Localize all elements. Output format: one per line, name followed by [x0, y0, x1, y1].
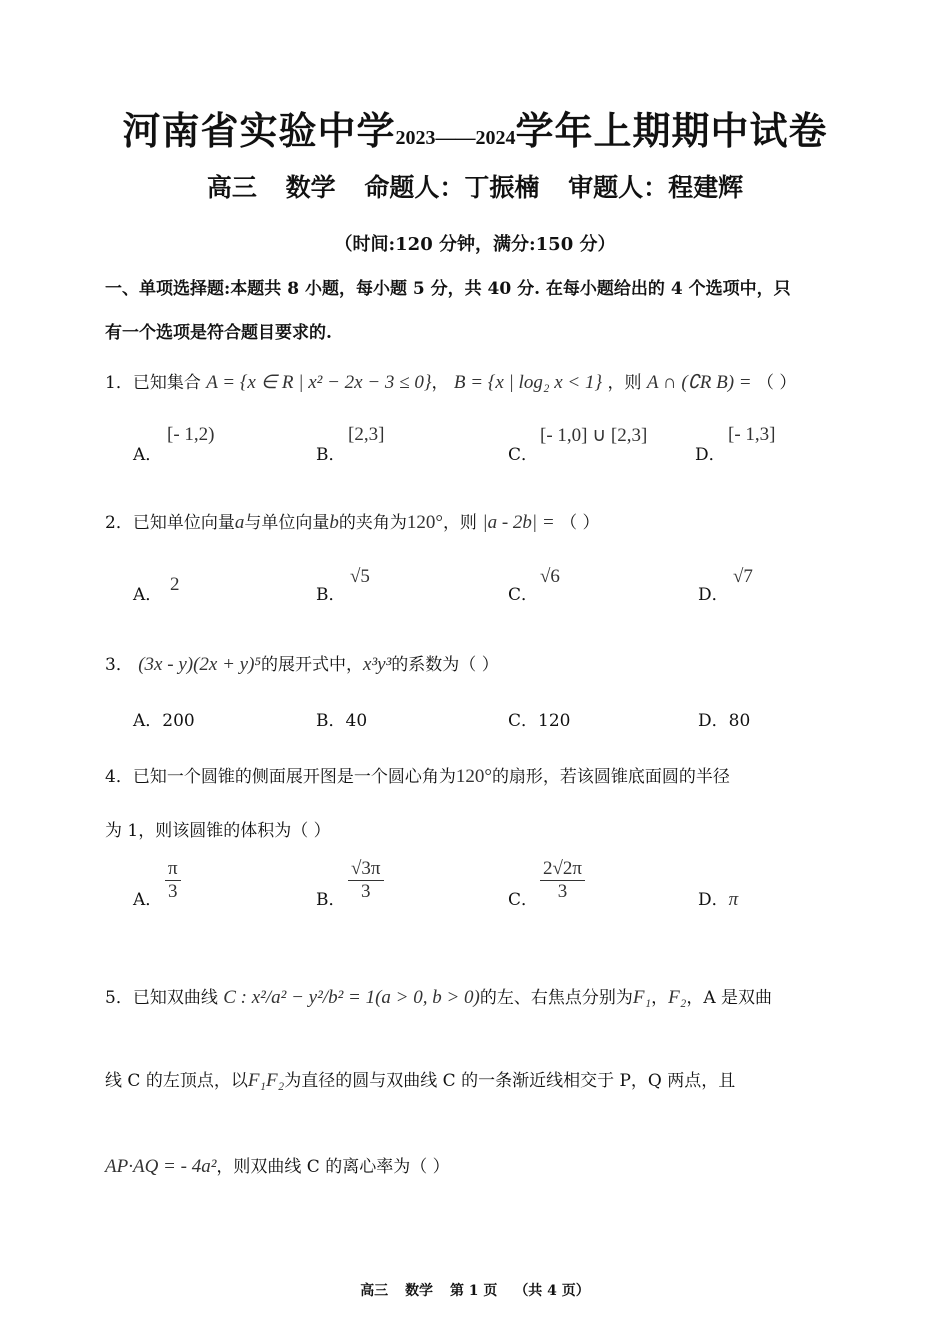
separator: ， [651, 988, 669, 1008]
question-3 [105, 650, 499, 676]
q2-option-b [316, 580, 346, 605]
option-value: 80 [728, 711, 751, 731]
option-label: D． [698, 890, 729, 910]
hyperbola-equation: C : x²/a² − y²/b² = 1(a > 0, b > 0) [223, 987, 480, 1008]
question-5-line2 [105, 1066, 735, 1092]
option-label: C． [508, 711, 539, 731]
option-value: 40 [345, 711, 368, 731]
angle-value: 120° [455, 766, 492, 787]
binomial-expression: (3x - y)(2x + y)⁵ [138, 654, 262, 675]
vector-b: b [329, 512, 339, 533]
question-text: 已知集合 [132, 373, 201, 393]
question-5 [105, 983, 772, 1009]
answer-paren: （ ） [560, 513, 600, 533]
q2-option-a [133, 580, 162, 605]
set-expression: A ∩ (∁R B) = [646, 372, 752, 393]
q3-option-c [508, 706, 570, 731]
question-number: 2． [105, 513, 133, 533]
title-year: 2023——2024 [395, 127, 516, 149]
footer-subject: 数学 [405, 1283, 434, 1299]
q4-option-a-fraction [165, 858, 181, 903]
question-text: 已知一个圆锥的侧面展开图是一个圆心角为 [132, 767, 456, 787]
q4-option-c-fraction [540, 858, 585, 903]
reviewer-label: 审题人：程建辉 [568, 173, 744, 202]
fraction-numerator: π [165, 858, 181, 881]
option-label: A． [133, 585, 163, 605]
option-label: B． [316, 585, 346, 605]
subject-label: 数学 [285, 173, 336, 202]
q2-option-d [698, 580, 729, 605]
angle-value: 120° [406, 512, 443, 533]
question-text: 的系数为（ ） [391, 655, 499, 675]
term-expression: x³y³ [363, 654, 392, 675]
set-b-formula: B = {x | log₂ x < 1} [453, 372, 603, 393]
exam-subtitle [0, 168, 950, 204]
vector-expression: |a - 2b| = [482, 512, 555, 533]
q3-option-d [698, 706, 750, 731]
question-text: 的左、右焦点分别为 [479, 988, 633, 1008]
q1-option-b [316, 440, 346, 465]
q2-option-b-value: √5 [350, 566, 370, 587]
section-heading-line2: 有一个选项是符合题目要求的. [105, 323, 332, 343]
section-heading-line1: 一、单项选择题:本题共 8 小题，每小题 5 分，共 40 分. 在每小题给出的 4 个选项中，只 [105, 279, 791, 299]
focus-f1: F₁ [632, 987, 652, 1008]
option-label: C． [508, 585, 539, 605]
title-term: 学年上期期中试卷 [515, 108, 828, 153]
q4-option-b-fraction [348, 858, 384, 903]
fraction-denominator: 3 [168, 881, 178, 902]
question-text: 的展开式中， [261, 655, 364, 675]
option-label: A． [133, 711, 163, 731]
question-number: 3． [105, 655, 133, 675]
q4-option-d [698, 885, 738, 911]
question-text: 与单位向量 [244, 513, 330, 533]
setter-label: 命题人：丁振楠 [364, 173, 540, 202]
question-1 [105, 368, 796, 394]
question-text: 线 C 的左顶点，以 [105, 1071, 248, 1091]
grade-label: 高三 [206, 173, 257, 202]
q1-option-a [133, 440, 162, 465]
question-text: ，A 是双曲 [686, 988, 773, 1008]
question-text: ，则 [442, 513, 477, 533]
option-label: D． [698, 711, 729, 731]
question-number: 4． [105, 767, 133, 787]
page-footer [0, 1280, 950, 1300]
time-info: （时间:120 分钟，满分:150 分） [334, 234, 616, 255]
question-number: 5． [105, 988, 133, 1008]
option-label: A． [133, 445, 163, 465]
q1-option-c-value: [- 1,0] ∪ [2,3] [540, 425, 648, 446]
question-text: ，则 [607, 373, 642, 393]
option-label: D． [698, 585, 729, 605]
answer-paren: （ ） [757, 373, 797, 393]
q1-option-d [695, 440, 726, 465]
exam-title [0, 100, 950, 155]
question-text: 为直径的圆与双曲线 C 的一条渐近线相交于 P，Q 两点，且 [284, 1071, 736, 1091]
option-label: B． [316, 711, 346, 731]
set-a-formula: A = {x ∈ R | x² − 2x − 3 ≤ 0} [206, 372, 432, 393]
q1-option-a-value: [- 1,2) [167, 424, 215, 445]
dot-product-condition: AP·AQ = - 4a² [105, 1156, 217, 1177]
option-label: C． [508, 890, 539, 910]
q1-option-b-value: [2,3] [348, 424, 385, 445]
option-label: C． [508, 445, 539, 465]
q4-option-c [508, 885, 538, 910]
option-label: A． [133, 890, 163, 910]
title-school: 河南省实验中学 [122, 108, 396, 153]
footer-total: （共 4 页） [514, 1283, 590, 1299]
fraction-numerator: 2√2π [540, 858, 585, 881]
question-number: 1． [105, 373, 133, 393]
q4-option-a [133, 885, 162, 910]
option-label: B． [316, 445, 346, 465]
q1-option-c [508, 440, 538, 465]
q3-option-b [316, 706, 367, 731]
option-value: π [728, 889, 739, 910]
question-4-line2: 为 1，则该圆锥的体积为（ ） [105, 821, 331, 841]
option-label: D． [695, 445, 726, 465]
footer-grade: 高三 [360, 1283, 389, 1299]
question-2 [105, 508, 600, 534]
q2-option-d-value: √7 [733, 566, 753, 587]
q4-option-b [316, 885, 346, 910]
fraction-numerator: √3π [348, 858, 384, 881]
question-text: ，则双曲线 C 的离心率为（ ） [216, 1157, 450, 1177]
option-value: 120 [538, 711, 571, 731]
q2-option-c [508, 580, 538, 605]
vector-a: a [234, 512, 245, 533]
option-label: B． [316, 890, 346, 910]
fraction-denominator: 3 [361, 881, 371, 902]
q2-option-c-value: √6 [540, 566, 560, 587]
separator: ， [431, 373, 449, 393]
footer-page: 第 1 页 [449, 1283, 498, 1299]
option-value: 200 [162, 711, 195, 731]
question-text: 的夹角为 [338, 513, 407, 533]
question-text: 已知双曲线 [132, 988, 218, 1008]
question-4 [105, 762, 730, 788]
segment-f1f2: F₁F₂ [247, 1070, 285, 1091]
question-text: 的扇形，若该圆锥底面圆的半径 [491, 767, 730, 787]
focus-f2: F₂ [668, 987, 687, 1008]
q2-option-a-value: 2 [170, 574, 180, 595]
question-5-line3 [105, 1152, 450, 1178]
q1-option-d-value: [- 1,3] [728, 424, 776, 445]
q3-option-a [133, 706, 195, 731]
fraction-denominator: 3 [557, 881, 568, 902]
question-text: 已知单位向量 [132, 513, 235, 533]
